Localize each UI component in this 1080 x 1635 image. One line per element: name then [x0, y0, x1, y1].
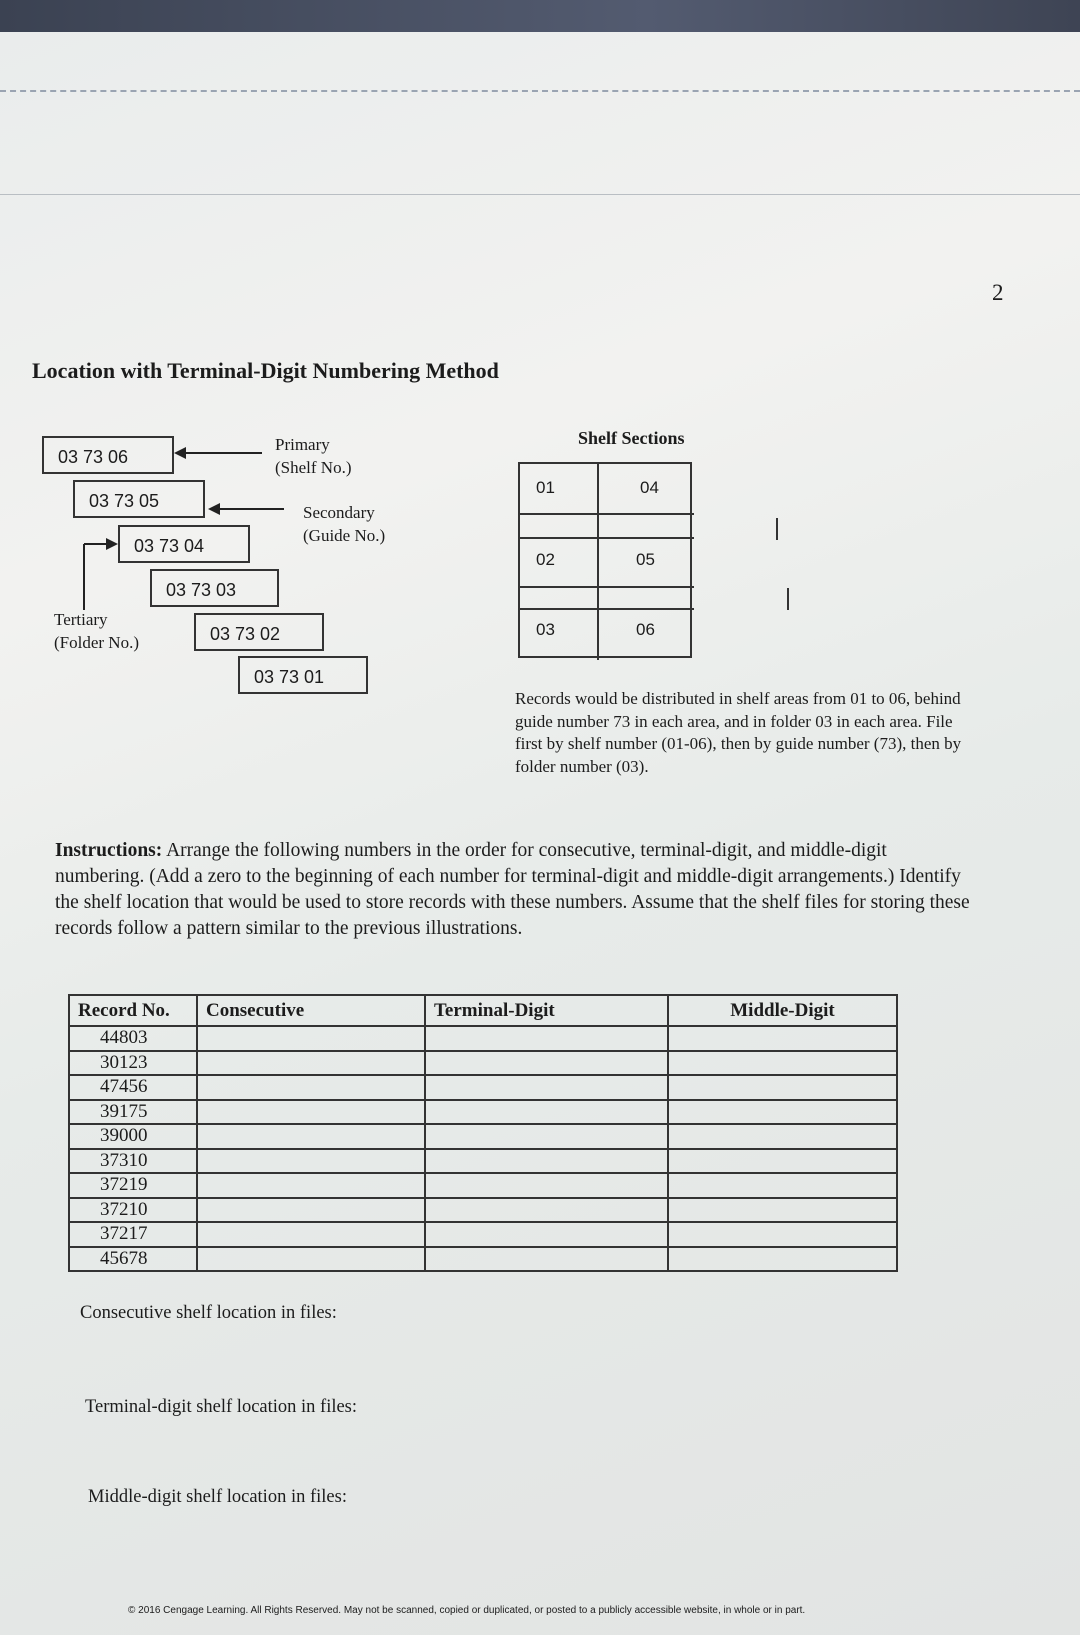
consecutive-cell[interactable]: [197, 1222, 425, 1247]
record-number: 45678: [69, 1247, 197, 1272]
middle-digit-cell[interactable]: [668, 1247, 897, 1272]
middle-digit-cell[interactable]: [668, 1149, 897, 1174]
folder-box-2: 03 73 05: [73, 480, 205, 518]
record-number: 39175: [69, 1100, 197, 1125]
terminal-digit-cell[interactable]: [425, 1051, 668, 1076]
records-table: [68, 994, 898, 1272]
shelf-cell-03: 03: [536, 620, 555, 639]
consecutive-cell[interactable]: [197, 1173, 425, 1198]
header-consecutive: Consecutive: [197, 995, 425, 1026]
table-row: [69, 1222, 897, 1247]
terminal-digit-cell[interactable]: [425, 1222, 668, 1247]
label-secondary-sub: (Guide No.): [303, 526, 386, 545]
middle-location-label: Middle-digit shelf location in files:: [88, 1487, 347, 1507]
terminal-digit-cell[interactable]: [425, 1026, 668, 1051]
label-tertiary-sub: (Folder No.): [54, 633, 139, 652]
consecutive-cell[interactable]: [197, 1247, 425, 1272]
middle-digit-cell[interactable]: [668, 1026, 897, 1051]
table-row: [69, 1124, 897, 1149]
shelf-cell-04: 04: [640, 478, 659, 497]
consecutive-cell[interactable]: [197, 1124, 425, 1149]
page-number: 2: [992, 280, 1004, 305]
record-number: 47456: [69, 1075, 197, 1100]
folder-box-1: 03 73 06: [42, 436, 174, 474]
record-number: 39000: [69, 1124, 197, 1149]
header-terminal-digit: Terminal-Digit: [425, 995, 668, 1026]
tick-mark: [776, 518, 778, 540]
terminal-digit-cell[interactable]: [425, 1100, 668, 1125]
folder-box-3: 03 73 04: [118, 525, 250, 563]
terminal-location-label: Terminal-digit shelf location in files:: [85, 1397, 358, 1417]
middle-digit-cell[interactable]: [668, 1075, 897, 1100]
record-number: 44803: [69, 1026, 197, 1051]
terminal-digit-cell[interactable]: [425, 1149, 668, 1174]
table-row: [69, 1247, 897, 1272]
table-row: [69, 1198, 897, 1223]
shelf-cell-01: 01: [536, 478, 555, 497]
shelf-sections-title: Shelf Sections: [578, 428, 685, 448]
consecutive-cell[interactable]: [197, 1198, 425, 1223]
instructions: [55, 838, 975, 942]
terminal-digit-cell[interactable]: [425, 1198, 668, 1223]
header-middle-digit: Middle-Digit: [668, 995, 897, 1026]
middle-digit-cell[interactable]: [668, 1100, 897, 1125]
terminal-digit-cell[interactable]: [425, 1124, 668, 1149]
middle-digit-cell[interactable]: [668, 1173, 897, 1198]
label-secondary: Secondary: [303, 503, 375, 522]
consecutive-cell[interactable]: [197, 1026, 425, 1051]
record-number: 37310: [69, 1149, 197, 1174]
folder-box-6: 03 73 01: [238, 656, 368, 694]
label-primary: Primary: [275, 435, 330, 454]
record-number: 37210: [69, 1198, 197, 1223]
consecutive-cell[interactable]: [197, 1051, 425, 1076]
label-tertiary: Tertiary: [54, 610, 108, 629]
table-row: [69, 1051, 897, 1076]
shelf-sections-grid: [518, 462, 692, 658]
label-primary-sub: (Shelf No.): [275, 458, 352, 477]
table-row: [69, 1173, 897, 1198]
middle-digit-cell[interactable]: [668, 1222, 897, 1247]
section-title: Location with Terminal-Digit Numbering Method: [32, 358, 499, 383]
copyright-footer: © 2016 Cengage Learning. All Rights Reserved. May not be scanned, copied or duplicated, or posted to a publicly accessible website, in whole or in part.: [128, 1605, 806, 1616]
consecutive-cell[interactable]: [197, 1075, 425, 1100]
consecutive-cell[interactable]: [197, 1149, 425, 1174]
record-number: 37219: [69, 1173, 197, 1198]
consecutive-cell[interactable]: [197, 1100, 425, 1125]
terminal-digit-cell[interactable]: [425, 1173, 668, 1198]
tick-mark: [787, 588, 789, 610]
header-record-no: Record No.: [69, 995, 197, 1026]
middle-digit-cell[interactable]: [668, 1198, 897, 1223]
instructions-text: Arrange the following numbers in the order for consecutive, terminal-digit, and middle-digit numbering. (Add a zero to the beginning of each number for terminal-digit and middle-digit arrangements.) Identify the shelf location that would be used to store records with these numbers. Assume that the shelf files for storing these records follow a pattern similar to the previous illustrations.: [55, 840, 970, 939]
shelf-description: Records would be distributed in shelf areas from 01 to 06, behind guide number 73 in each area, and in folder 03 in each area. File first by shelf number (01-06), then by guide number (73), then by folder number (03).: [515, 689, 962, 776]
shelf-cell-06: 06: [636, 620, 655, 639]
folder-box-4: 03 73 03: [150, 569, 279, 607]
middle-digit-cell[interactable]: [668, 1051, 897, 1076]
terminal-digit-cell[interactable]: [425, 1075, 668, 1100]
instructions-label: Instructions:: [55, 840, 163, 861]
terminal-digit-cell[interactable]: [425, 1247, 668, 1272]
folder-box-5: 03 73 02: [194, 613, 324, 651]
consecutive-location-label: Consecutive shelf location in files:: [80, 1303, 337, 1323]
table-row: [69, 1100, 897, 1125]
middle-digit-cell[interactable]: [668, 1124, 897, 1149]
table-header-row: [69, 995, 897, 1026]
shelf-cell-02: 02: [536, 550, 555, 569]
table-row: [69, 1149, 897, 1174]
table-row: [69, 1075, 897, 1100]
record-number: 30123: [69, 1051, 197, 1076]
record-number: 37217: [69, 1222, 197, 1247]
table-row: [69, 1026, 897, 1051]
shelf-cell-05: 05: [636, 550, 655, 569]
